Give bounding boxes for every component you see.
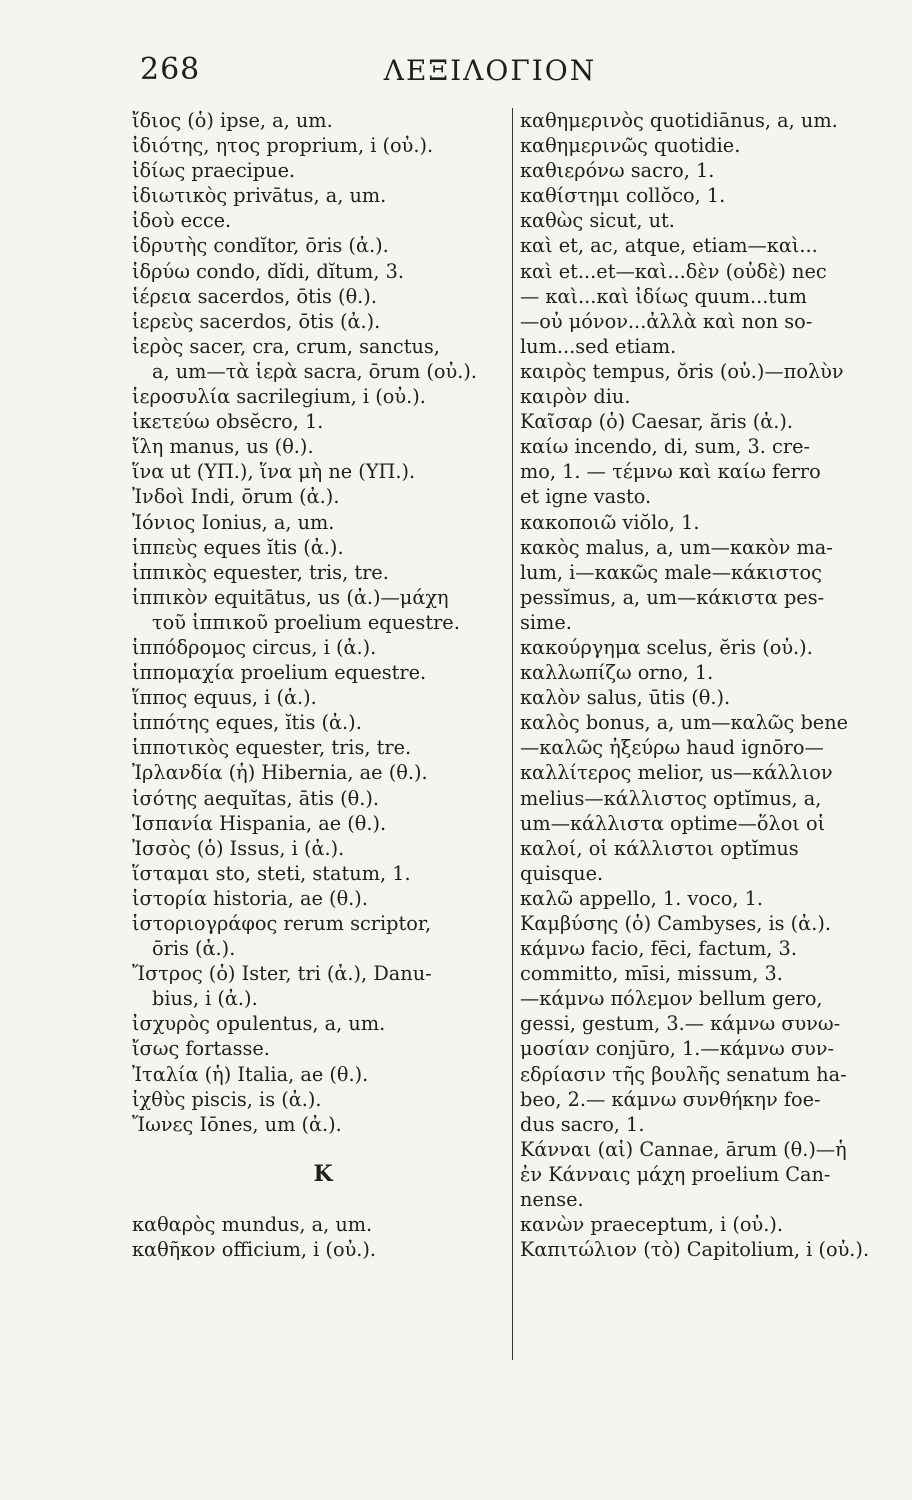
entry-line: καλλίτερος melior, us—κάλλιον <box>520 761 833 785</box>
entry-line: ἴλη manus, us (θ.). <box>132 435 314 459</box>
entry-line: Ἰσσὸς (ὁ) Issus, i (ἀ.). <box>132 836 345 860</box>
entry-line: καθαρὸς mundus, a, um. <box>132 1213 373 1237</box>
entry-line: κακὸς malus, a, um—κακὸν ma- <box>520 535 833 559</box>
entry-line: dus sacro, 1. <box>520 1112 645 1136</box>
entry-continuation-line: τοῦ ἱππικοῦ proelium equestre. <box>152 610 460 634</box>
entry-line: ἱστορία historia, ae (θ.). <box>132 886 368 910</box>
running-head-title: ΛΕΞΙΛΟΓΙΟΝ <box>383 54 597 87</box>
entry-line: ἱδρύω condo, dĭdi, dĭtum, 3. <box>132 259 404 283</box>
entry-line: ἰδοὺ ecce. <box>132 209 232 233</box>
entry-line: καὶ et...et—καὶ...δὲν (οὐδὲ) nec <box>520 259 827 283</box>
page-number: 268 <box>140 52 201 87</box>
entry-line: pessĭmus, a, um—κάκιστα pes- <box>520 585 825 609</box>
entry-line: καλοί, οἱ κάλλιστοι optĭmus <box>520 836 799 860</box>
entry-line: —οὐ μόνον...ἀλλὰ καὶ non so- <box>520 309 813 333</box>
entry-line: ἵππος equus, i (ἀ.). <box>132 686 317 710</box>
entry-line: μοσίαν conjūro, 1.—κάμνω συν- <box>520 1037 835 1061</box>
entry-line: Ἰνδοὶ Indi, ōrum (ἀ.). <box>132 485 340 509</box>
entry-line: καθιερόνω sacro, 1. <box>520 159 715 183</box>
entry-line: ἵσταμαι sto, steti, statum, 1. <box>132 861 411 885</box>
entry-line: ἱερεὺς sacerdos, ōtis (ἀ.). <box>132 309 381 333</box>
entry-line: καίω incendo, di, sum, 3. cre- <box>520 435 810 459</box>
column-divider <box>512 108 513 1360</box>
entry-line: ἱππικὸν equitātus, us (ἀ.)—μάχη <box>132 585 449 609</box>
entry-line: καλλωπίζω orno, 1. <box>520 661 714 685</box>
entry-line: καλὸν salus, ūtis (θ.). <box>520 686 731 710</box>
entry-line: καὶ et, ac, atque, etiam—καὶ... <box>520 234 818 258</box>
entry-line: ἰδιωτικὸς privātus, a, um. <box>132 184 387 208</box>
entry-line: κανὼν praeceptum, i (οὐ.). <box>520 1213 784 1237</box>
entry-line: ἱππότης eques, ĭtis (ἀ.). <box>132 711 362 735</box>
entry-continuation-line: ōris (ἀ.). <box>152 937 236 961</box>
left-column <box>132 108 514 1262</box>
entry-line: καθὼς sicut, ut. <box>520 209 675 233</box>
entry-line: nense. <box>520 1188 584 1212</box>
entry-line: καιρὸν diu. <box>520 385 631 409</box>
entry-line: ἱδρυτὴς condĭtor, ōris (ἀ.). <box>132 234 389 258</box>
entry-line: beo, 2.— κάμνω συνθήκην foe- <box>520 1087 821 1111</box>
entry-line: καθῆκον officium, i (οὐ.). <box>132 1238 377 1262</box>
entry-line: ἱππεὺς eques ĭtis (ἀ.). <box>132 535 344 559</box>
entry-line: ἱκετεύω obsĕcro, 1. <box>132 410 324 434</box>
entry-line: καθημερινὸς quotidiānus, a, um. <box>520 109 838 132</box>
entry-line: ἴσως fortasse. <box>132 1037 270 1061</box>
entry-continuation-line: bius, i (ἀ.). <box>152 987 258 1011</box>
page-header <box>140 52 780 100</box>
entry-line: gessi, gestum, 3.— κάμνω συνω- <box>520 1012 841 1036</box>
entry-line: ἰδίως praecipue. <box>132 159 296 183</box>
entry-line: κακοποιῶ viŏlo, 1. <box>520 510 700 534</box>
entry-line: ἰσότης aequĭtas, ātis (θ.). <box>132 786 380 810</box>
section-spacer <box>132 1187 514 1212</box>
entry-line: ἱππικὸς equester, tris, tre. <box>132 560 389 584</box>
entry-line: —κάμνω πόλεμον bellum gero, <box>520 987 823 1011</box>
entry-line: ἵνα ut (ΥΠ.), ἵνα μὴ ne (ΥΠ.). <box>132 460 416 484</box>
entry-line: Ἱσπανία Hispania, ae (θ.). <box>132 811 387 835</box>
entry-line: Ἰόνιος Ionius, a, um. <box>132 510 335 534</box>
entry-line: sime. <box>520 610 572 634</box>
entry-line: Ἰταλία (ἡ) Italia, ae (θ.). <box>132 1062 369 1086</box>
entry-line: ἱππομαχία proelium equestre. <box>132 661 427 685</box>
entry-line: Ἴστρος (ὁ) Ister, tri (ἀ.), Danu- <box>132 962 432 986</box>
section-letter-heading: Κ <box>313 1160 333 1187</box>
entry-line: lum...sed etiam. <box>520 334 677 358</box>
section-spacer <box>132 1137 514 1162</box>
entry-line: ἱεροσυλία sacrilegium, i (οὐ.). <box>132 385 426 409</box>
entry-line: ἱερὸς sacer, cra, crum, sanctus, <box>132 334 440 358</box>
entry-line: Καῖσαρ (ὁ) Caesar, ăris (ἀ.). <box>520 410 794 434</box>
entry-line: — καὶ...καὶ ἰδίως quum...tum <box>520 284 807 308</box>
entry-line: Καπιτώλιον (τὸ) Capitolium, i (οὐ.). <box>520 1238 870 1262</box>
entry-line: Ἰρλανδία (ἡ) Hibernia, ae (θ.). <box>132 761 428 785</box>
entry-line: καλὸς bonus, a, um—καλῶς bene <box>520 711 849 735</box>
entry-line: κακούργημα scelus, ĕris (οὐ.). <box>520 635 813 659</box>
entry-line: et igne vasto. <box>520 485 652 509</box>
entry-line: Ἴωνες Iōnes, um (ἀ.). <box>132 1112 342 1136</box>
entry-line: committo, mīsi, missum, 3. <box>520 962 783 986</box>
entry-line: quisque. <box>520 861 604 885</box>
entry-line: ἐν Κάνναις μάχη proelium Can- <box>520 1162 831 1186</box>
entry-continuation-line: a, um—τὰ ἱερὰ sacra, ōrum (οὐ.). <box>152 359 478 383</box>
entry-line: καιρὸς tempus, ŏris (οὐ.)—πολὺν <box>520 359 844 383</box>
entry-line: εδρίασιν τῆς βουλῆς senatum ha- <box>520 1062 847 1086</box>
entry-line: ἱέρεια sacerdos, ōtis (θ.). <box>132 284 377 308</box>
entry-line: ἰδιότης, ητος proprium, i (οὐ.). <box>132 134 434 158</box>
entry-line: καθίστημι collŏco, 1. <box>520 184 726 208</box>
entry-line: ἴδιος (ὁ) ipse, a, um. <box>132 109 333 132</box>
entry-line: lum, i—κακῶς male—κάκιστος <box>520 560 822 584</box>
entry-line: καλῶ appello, 1. voco, 1. <box>520 886 764 910</box>
entry-line: ἰχθὺς piscis, is (ἀ.). <box>132 1087 322 1111</box>
entry-line: ἰσχυρὸς opulentus, a, um. <box>132 1012 386 1036</box>
entry-line: mo, 1. — τέμνω καὶ καίω ferro <box>520 460 821 484</box>
entry-line: Καμβύσης (ὁ) Cambyses, is (ἀ.). <box>520 912 831 935</box>
right-column <box>520 108 898 1262</box>
entry-line: ἱπποτικὸς equester, tris, tre. <box>132 736 412 760</box>
entry-line: melius—κάλλιστος optĭmus, a, <box>520 786 822 810</box>
entry-line: um—κάλλιστα optime—ὅλοι οἱ <box>520 811 826 835</box>
entry-line: καθημερινῶς quotidie. <box>520 134 741 158</box>
entry-line: ἱστοριογράφος rerum scriptor, <box>132 912 432 935</box>
entry-line: Κάνναι (αἱ) Cannae, ārum (θ.)—ἡ <box>520 1137 847 1161</box>
entry-line: —καλῶς ἠξεύρω haud ignōro— <box>520 736 824 760</box>
entry-line: κάμνω facio, fēci, factum, 3. <box>520 937 797 961</box>
entry-line: ἱππόδρομος circus, i (ἀ.). <box>132 635 377 659</box>
